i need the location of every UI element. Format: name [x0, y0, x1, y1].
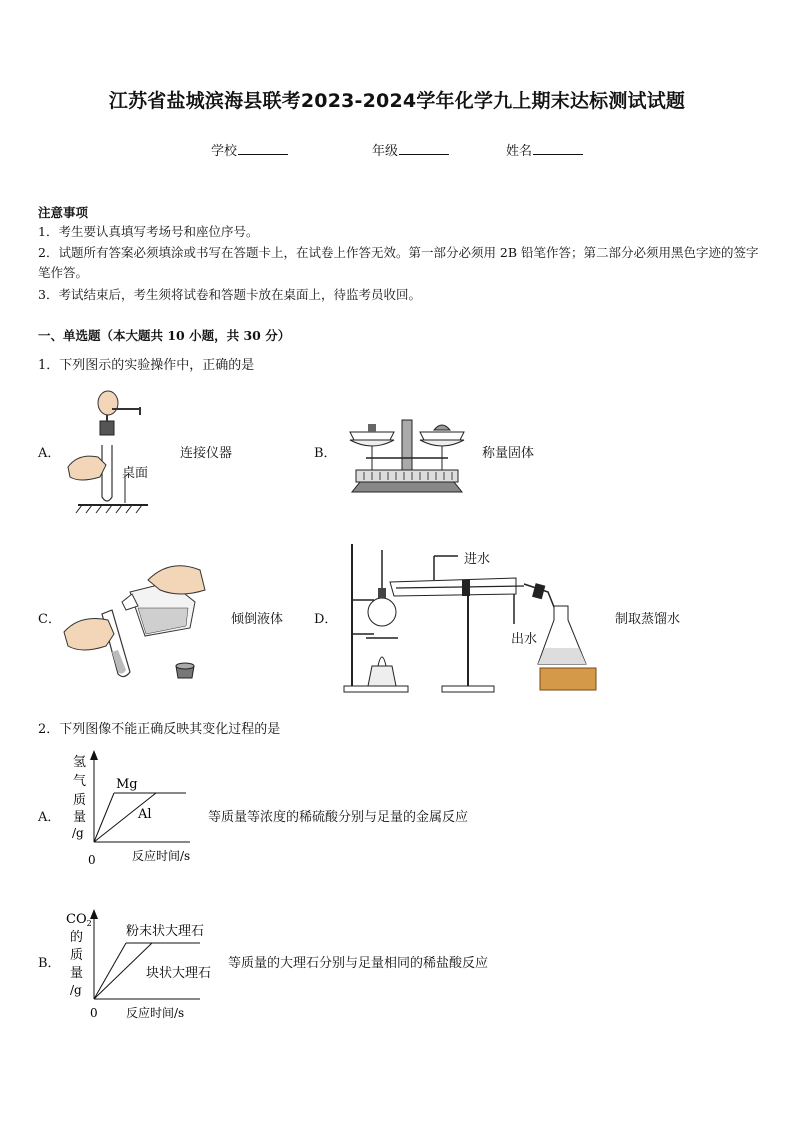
x-axis-label: 反应时间/s: [132, 849, 191, 863]
y-label-char: 氢: [73, 755, 87, 770]
q2-option-b-letter[interactable]: B．: [38, 956, 61, 971]
y-label-char: 量: [70, 966, 84, 981]
school-field[interactable]: [211, 140, 288, 159]
q1-option-a-caption: 连接仪器: [180, 446, 233, 461]
series-line-lump: [94, 943, 152, 999]
name-field[interactable]: [506, 140, 583, 159]
y-label-char: CO: [66, 912, 87, 927]
y-label-subscript: 2: [86, 919, 92, 928]
q2-option-a-letter[interactable]: A．: [38, 810, 61, 825]
y-label-char: 质: [70, 948, 84, 963]
y-label-char: 气: [73, 774, 87, 789]
grade-field[interactable]: [372, 140, 449, 159]
y-axis-label: [66, 912, 92, 997]
y-label-char: 的: [70, 930, 84, 945]
series-label-powder: 粉末状大理石: [126, 924, 205, 939]
series-line-powder: [94, 943, 126, 999]
question-2-stem: 2．下列图像不能正确反映其变化过程的是: [38, 722, 281, 737]
page-title: 江苏省盐城滨海县联考2023-2024学年化学九上期末达标测试试题: [108, 90, 686, 112]
q1-option-b-letter[interactable]: B．: [314, 446, 337, 461]
y-label-char: 量: [73, 810, 87, 825]
y-label-char: /g: [70, 983, 82, 997]
origin-label: 0: [88, 853, 96, 867]
name-label: 姓名: [506, 144, 533, 159]
hydrogen-mass-chart: [66, 748, 206, 868]
series-label-mg: Mg: [116, 777, 138, 792]
co2-mass-chart: [64, 905, 224, 1025]
series-label-al: Al: [138, 807, 152, 822]
y-axis-arrow: [90, 750, 98, 760]
section-heading: 一、单选题（本大题共 10 小题，共 30 分）: [38, 328, 291, 343]
y-axis-arrow: [90, 909, 98, 919]
y-axis-label: [72, 755, 86, 840]
q1-option-a-letter[interactable]: A．: [38, 446, 61, 461]
question-1-stem: 1．下列图示的实验操作中，正确的是: [38, 358, 255, 373]
connect-apparatus-figure: [60, 385, 160, 515]
q1-option-c-caption: 倾倒液体: [231, 612, 284, 627]
q1-option-d-caption: 制取蒸馏水: [615, 612, 681, 627]
note-item: 1．考生要认真填写考场号和座位序号。: [38, 224, 259, 239]
q2-option-a-desc: 等质量等浓度的稀硫酸分别与足量的金属反应: [208, 810, 469, 825]
q2-option-b-desc: 等质量的大理石分别与足量相同的稀盐酸反应: [228, 956, 489, 971]
svg-text:CO2: [66, 912, 92, 928]
notes-heading: 注意事项: [38, 205, 89, 220]
pour-liquid-figure: [60, 550, 220, 685]
q1-option-c-letter[interactable]: C．: [38, 612, 61, 627]
balance-weighing-figure: [342, 410, 472, 495]
series-label-lump: 块状大理石: [146, 966, 212, 981]
origin-label: 0: [90, 1006, 98, 1020]
note-item: 2．试题所有答案必须填涂或书写在答题卡上，在试卷上作答无效。第一部分必须用 2B 铅笔作答；第二部分必须用黑色字迹的签字笔作答。: [38, 245, 759, 280]
x-axis-label: 反应时间/s: [126, 1006, 185, 1020]
grade-label: 年级: [372, 144, 399, 159]
water-outlet-label: 出水: [511, 632, 538, 647]
note-item: 3．考试结束后，考生须将试卷和答题卡放在桌面上，待监考员收回。: [38, 287, 421, 302]
water-inlet-label: 进水: [464, 552, 491, 567]
q1-option-b-caption: 称量固体: [482, 446, 535, 461]
q1-option-d-letter[interactable]: D．: [314, 612, 338, 627]
y-label-char: 质: [73, 793, 87, 808]
table-surface-label: 桌面: [122, 466, 149, 481]
y-label-char: /g: [72, 826, 84, 840]
school-label: 学校: [211, 144, 238, 159]
